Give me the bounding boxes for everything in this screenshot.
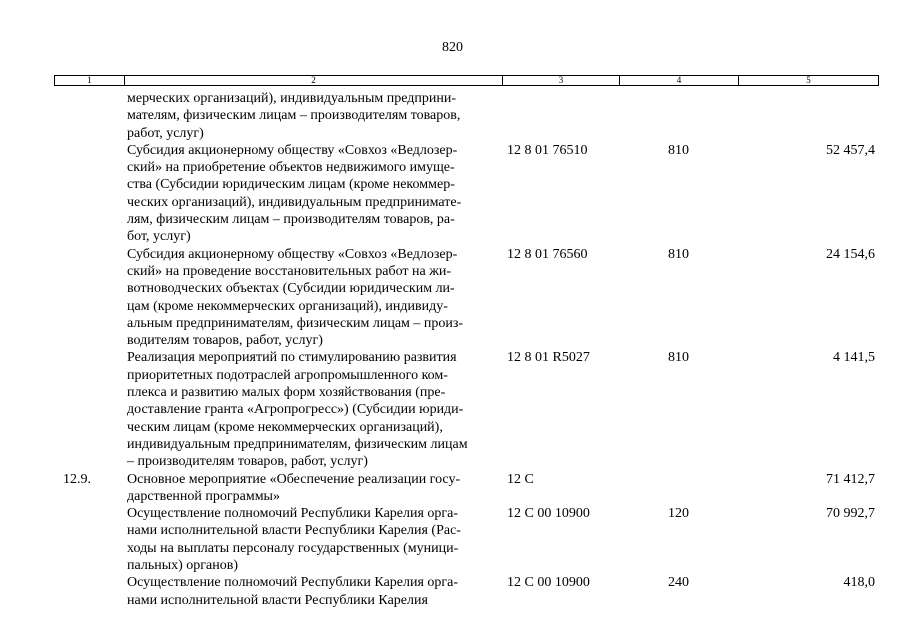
row-amount: 418,0	[843, 575, 875, 591]
description-line: ский» на приобретение объектов недвижимого имуще-	[127, 160, 455, 176]
row-amount: 4 141,5	[833, 350, 875, 366]
description-line: водителям товаров, работ, услуг)	[127, 333, 323, 349]
row-type: 120	[668, 506, 689, 522]
row-amount: 71 412,7	[826, 471, 875, 487]
description-line: нами исполнительной власти Республики Карелия	[127, 592, 428, 608]
header-col-4: 4	[620, 76, 739, 85]
table-row	[54, 471, 879, 506]
header-col-1: 1	[55, 76, 125, 85]
row-description	[124, 505, 502, 574]
page-number: 820	[442, 40, 463, 55]
description-line: ства (Субсидии юридическим лицам (кроме некоммер-	[127, 177, 455, 193]
description-line: Осуществление полномочий Республики Карелия орга-	[127, 506, 459, 522]
table-row	[54, 505, 879, 574]
description-line: работ, услуг)	[127, 125, 204, 141]
row-code: 12 8 01 76510	[507, 142, 588, 158]
row-description	[124, 90, 502, 142]
table-row	[54, 90, 879, 142]
description-line: приоритетных подотраслей агропромышленного ком-	[127, 367, 448, 383]
description-line: дарственной программы»	[127, 488, 280, 504]
description-line: мерческих организаций), индивидуальным предприни-	[127, 91, 457, 106]
description-line: альным предпринимателям, физическим лицам – произ-	[127, 315, 464, 331]
description-line: Реализация мероприятий по стимулированию развития	[127, 350, 457, 366]
row-amount: 70 992,7	[826, 506, 875, 522]
description-line: плекса и развитию малых форм хозяйствования (пре-	[127, 385, 446, 401]
description-line: Субсидия акционерному обществу «Совхоз «Ведлозер-	[127, 142, 458, 158]
row-type: 810	[668, 142, 689, 158]
description-line: вотноводческих объектах (Субсидии юридическим ли-	[127, 281, 455, 297]
table-header	[54, 75, 879, 86]
header-col-5: 5	[806, 75, 811, 85]
description-line: пальных) органов)	[127, 558, 238, 574]
row-description	[124, 142, 502, 246]
table-row	[54, 246, 879, 350]
row-description	[124, 246, 502, 350]
row-code: 12 8 01 R5027	[507, 350, 590, 366]
row-number: 12.9.	[63, 471, 91, 487]
header-col-2: 2	[125, 76, 503, 85]
table-row	[54, 574, 879, 609]
description-line: мателям, физическим лицам – производителям товаров,	[127, 108, 461, 124]
row-type: 240	[668, 575, 689, 591]
description-line: доставление гранта «Агропрогресс») (Субсидии юриди-	[127, 402, 464, 418]
table-body	[54, 90, 879, 609]
row-amount: 52 457,4	[826, 142, 875, 158]
header-col-3: 3	[503, 76, 620, 85]
description-line: ский» на проведение восстановительных работ на жи-	[127, 263, 452, 279]
row-type: 810	[668, 350, 689, 366]
description-line: ческим лицам (кроме некоммерческих организаций),	[127, 419, 443, 435]
description-line: Осуществление полномочий Республики Карелия орга-	[127, 575, 459, 591]
row-type: 810	[668, 246, 689, 262]
row-code: 12 8 01 76560	[507, 246, 588, 262]
row-code: 12 С	[507, 471, 534, 487]
description-line: Основное мероприятие «Обеспечение реализации госу-	[127, 471, 461, 487]
description-line: ходы на выплаты персоналу государственных (муници-	[127, 540, 459, 556]
row-description	[124, 471, 502, 506]
description-line: цам (кроме некоммерческих организаций), индивиду-	[127, 298, 448, 314]
row-description	[124, 349, 502, 470]
description-line: нами исполнительной власти Республики Карелия (Рас-	[127, 523, 461, 539]
row-description	[124, 574, 502, 609]
description-line: бот, услуг)	[127, 229, 191, 245]
description-line: – производителям товаров, работ, услуг)	[127, 454, 368, 470]
description-line: Субсидия акционерному обществу «Совхоз «Ведлозер-	[127, 246, 458, 262]
description-line: ческих организаций), индивидуальным предпринимате-	[127, 194, 462, 210]
description-line: лям, физическим лицам – производителям товаров, ра-	[127, 212, 455, 228]
row-code: 12 С 00 10900	[507, 506, 590, 522]
description-line: индивидуальным предпринимателям, физическим лицам	[127, 436, 468, 452]
table-row	[54, 142, 879, 246]
row-amount: 24 154,6	[826, 246, 875, 262]
table-row	[54, 349, 879, 470]
row-code: 12 С 00 10900	[507, 575, 590, 591]
